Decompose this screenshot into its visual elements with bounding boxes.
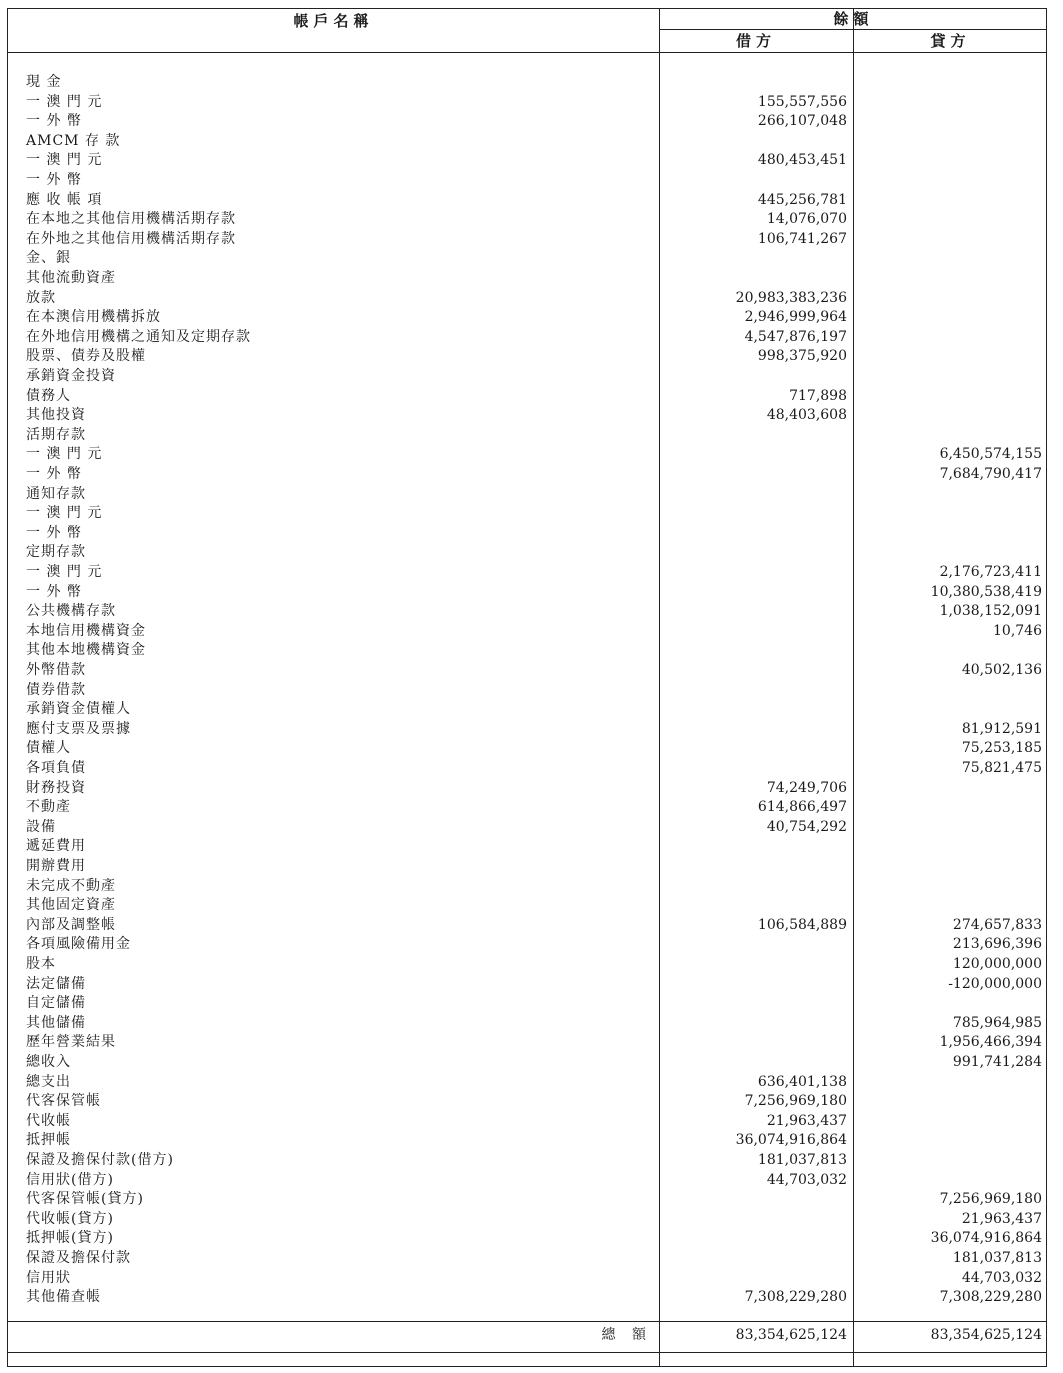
table-row: [8, 1210, 1046, 1230]
table-row: [8, 504, 1046, 524]
debit-value: 614,866,497: [757, 799, 847, 816]
account-name: 設備: [26, 818, 56, 835]
table-row: [8, 720, 1046, 740]
account-name: 其他儲備: [26, 1014, 86, 1031]
credit-value: 991,741,284: [952, 1054, 1042, 1070]
account-name: 各項負債: [26, 760, 86, 776]
account-name: 股本: [26, 956, 56, 972]
table-row: [8, 269, 1046, 289]
account-name: 未完成不動產: [26, 877, 116, 894]
table-row: [8, 230, 1046, 250]
account-name: 在外地信用機構之通知及定期存款: [26, 328, 251, 345]
table-row: [8, 1288, 1046, 1308]
account-name: 應 收 帳 項: [26, 191, 103, 208]
table-row: [8, 426, 1046, 446]
debit-value: 36,074,916,864: [735, 1132, 847, 1149]
account-name: 其他投資: [26, 407, 86, 424]
table-row: [8, 1014, 1046, 1034]
debit-value: 106,741,267: [757, 230, 847, 247]
account-name: 外幣借款: [26, 662, 86, 678]
debit-value: 106,584,889: [757, 916, 847, 933]
table-row: [8, 1269, 1046, 1289]
account-name: 一 外 幣: [26, 113, 82, 130]
credit-value: 75,253,185: [961, 740, 1042, 757]
table-row: [8, 661, 1046, 681]
credit-value: 40,502,136: [961, 662, 1042, 678]
table-row: [8, 877, 1046, 897]
credit-value: 213,696,396: [952, 936, 1042, 953]
table-row: [8, 563, 1046, 583]
account-name: 一 澳 門 元: [26, 564, 103, 580]
account-name: 在外地之其他信用機構活期存款: [26, 230, 236, 247]
credit-value: 120,000,000: [952, 956, 1042, 972]
account-name: 財務投資: [26, 779, 86, 796]
account-name: 抵押帳: [26, 1132, 71, 1149]
debit-value: 155,557,556: [757, 93, 847, 110]
table-row: [8, 622, 1046, 642]
table-row: [8, 151, 1046, 171]
account-name: 一 外 幣: [26, 172, 82, 188]
table-row: [8, 524, 1046, 544]
table-row: [8, 1229, 1046, 1249]
table-row: [8, 857, 1046, 877]
debit-value: 7,256,969,180: [744, 1093, 847, 1110]
account-name: 一 澳 門 元: [26, 152, 103, 169]
table-row: [8, 289, 1046, 309]
debit-value: 717,898: [789, 387, 847, 404]
debit-value: 998,375,920: [757, 348, 847, 365]
account-name: 自定儲備: [26, 995, 86, 1012]
table-row: [8, 1033, 1046, 1053]
debit-value: 480,453,451: [757, 152, 847, 169]
account-name: 其他固定資產: [26, 897, 116, 914]
table-row: [8, 759, 1046, 779]
table-row: [8, 93, 1046, 113]
account-name: 代收帳(貸方): [26, 1210, 114, 1227]
credit-value: 1,038,152,091: [939, 603, 1042, 620]
account-name: 信用狀(借方): [26, 1171, 114, 1188]
table-row: [8, 994, 1046, 1014]
debit-value: 74,249,706: [766, 779, 847, 796]
credit-value: 10,746: [993, 622, 1042, 639]
account-name: 開辦費用: [26, 858, 86, 874]
total-debit: 83,354,625,124: [735, 1327, 847, 1343]
table-row: [8, 465, 1046, 485]
total-credit: 83,354,625,124: [930, 1327, 1042, 1343]
account-name: 一 澳 門 元: [26, 505, 103, 522]
credit-value: 7,308,229,280: [939, 1289, 1042, 1306]
account-name: 放款: [26, 289, 56, 306]
account-name: 內部及調整帳: [26, 916, 116, 933]
credit-value: 10,380,538,419: [930, 583, 1042, 600]
table-row: [8, 779, 1046, 799]
account-name: 活期存款: [26, 426, 86, 443]
account-name: 其他備查帳: [26, 1289, 101, 1306]
table-row: [8, 1131, 1046, 1151]
table-row: [8, 210, 1046, 230]
credit-value: 785,964,985: [952, 1014, 1042, 1031]
table-row: [8, 171, 1046, 191]
table-row: [8, 445, 1046, 465]
table-row: [8, 73, 1046, 93]
debit-value: 20,983,383,236: [735, 289, 847, 306]
credit-value: 44,703,032: [961, 1269, 1042, 1286]
table-row: [8, 1053, 1046, 1073]
table-row: [8, 935, 1046, 955]
credit-value: 181,037,813: [952, 1250, 1042, 1266]
table-row: [8, 739, 1046, 759]
table-row: [8, 406, 1046, 426]
table-row: [8, 896, 1046, 916]
account-name: 保證及擔保付款: [26, 1250, 131, 1266]
total-label: 總 額: [601, 1327, 652, 1343]
account-name: 一 澳 門 元: [26, 93, 103, 110]
account-name: 代客保管帳(貸方): [26, 1191, 144, 1208]
table-row: [8, 1190, 1046, 1210]
account-name: 一 外 幣: [26, 583, 82, 600]
table-row: [8, 112, 1046, 132]
account-name: 抵押帳(貸方): [26, 1230, 114, 1247]
account-name: 股票、債券及股權: [26, 348, 146, 365]
account-name: 在本地之其他信用機構活期存款: [26, 211, 236, 228]
table-row: [8, 1151, 1046, 1171]
table-row: [8, 191, 1046, 211]
debit-value: 21,963,437: [766, 1112, 847, 1129]
account-name: 承銷資金投資: [26, 368, 116, 384]
debit-value: 266,107,048: [757, 113, 847, 130]
debit-value: 445,256,781: [757, 191, 847, 208]
total-top-rule: [8, 1321, 1046, 1322]
header-balance-rule: [659, 29, 1046, 30]
table-row: [8, 916, 1046, 936]
credit-value: -120,000,000: [948, 975, 1042, 992]
table-row: [8, 132, 1046, 152]
account-name: 承銷資金債權人: [26, 701, 131, 718]
debit-value: 2,946,999,964: [744, 309, 847, 326]
credit-value: 6,450,574,155: [939, 446, 1042, 463]
debit-value: 7,308,229,280: [744, 1289, 847, 1306]
table-row: [8, 955, 1046, 975]
header-balance: 餘額: [833, 10, 874, 28]
account-name: 債權人: [26, 740, 71, 757]
total-row: [8, 1326, 1046, 1346]
account-name: 總收入: [26, 1054, 71, 1070]
account-name: 應付支票及票據: [26, 720, 131, 737]
account-name: 一 外 幣: [26, 466, 82, 482]
table-row: [8, 798, 1046, 818]
credit-value: 274,657,833: [952, 916, 1042, 933]
account-name: 一 外 幣: [26, 524, 82, 541]
table-row: [8, 1112, 1046, 1132]
table-row: [8, 328, 1046, 348]
header-credit: 貸方: [930, 32, 971, 50]
account-name: 其他本地機構資金: [26, 642, 146, 659]
account-name: 在本澳信用機構拆放: [26, 309, 161, 326]
debit-value: 40,754,292: [766, 818, 847, 835]
table-row: [8, 543, 1046, 563]
table-row: [8, 641, 1046, 661]
account-name: 遞延費用: [26, 838, 86, 855]
credit-value: 1,956,466,394: [939, 1034, 1042, 1051]
credit-value: 81,912,591: [961, 720, 1042, 737]
credit-value: 7,256,969,180: [939, 1191, 1042, 1208]
account-name: 金、銀: [26, 250, 71, 267]
debit-value: 48,403,608: [766, 407, 847, 424]
account-name: 代客保管帳: [26, 1093, 101, 1110]
debit-value: 181,037,813: [757, 1152, 847, 1168]
account-name: 法定儲備: [26, 975, 86, 992]
debit-value: 4,547,876,197: [744, 328, 847, 345]
account-name: 定期存款: [26, 544, 86, 561]
table-row: [8, 583, 1046, 603]
trial-balance-sheet: [7, 8, 1047, 1367]
account-name: 代收帳: [26, 1112, 71, 1129]
debit-value: 636,401,138: [757, 1073, 847, 1090]
account-name: AMCM 存 款: [26, 132, 121, 149]
table-row: [8, 367, 1046, 387]
table-row: [8, 681, 1046, 701]
table-row: [8, 249, 1046, 269]
account-name: 信用狀: [26, 1269, 71, 1286]
account-name: 債務人: [26, 387, 71, 404]
header-bottom-rule: [8, 52, 1046, 53]
account-name: 各項風險備用金: [26, 936, 131, 953]
table-row: [8, 1092, 1046, 1112]
account-name: 債券借款: [26, 681, 86, 698]
debit-value: 14,076,070: [766, 211, 847, 228]
account-name: 一 澳 門 元: [26, 446, 103, 463]
debit-value: 44,703,032: [766, 1171, 847, 1188]
header-debit: 借方: [735, 32, 776, 50]
account-name: 通知存款: [26, 485, 86, 502]
table-row: [8, 308, 1046, 328]
table-row: [8, 485, 1046, 505]
table-row: [8, 818, 1046, 838]
table-row: [8, 347, 1046, 367]
table-row: [8, 837, 1046, 857]
credit-value: 75,821,475: [961, 760, 1042, 776]
table-row: [8, 975, 1046, 995]
table-row: [8, 1073, 1046, 1093]
credit-value: 36,074,916,864: [930, 1230, 1042, 1247]
table-row: [8, 1171, 1046, 1191]
account-name: 歷年營業結果: [26, 1034, 116, 1051]
account-name: 保證及擔保付款(借方): [26, 1152, 174, 1168]
credit-value: 21,963,437: [961, 1210, 1042, 1227]
table-row: [8, 700, 1046, 720]
credit-value: 2,176,723,411: [939, 564, 1042, 580]
table-row: [8, 602, 1046, 622]
header-account-name: 帳戶名稱: [293, 12, 374, 30]
table-row: [8, 1249, 1046, 1269]
table-row: [8, 387, 1046, 407]
account-name: 現 金: [26, 74, 62, 90]
account-name: 公共機構存款: [26, 603, 116, 620]
credit-value: 7,684,790,417: [939, 466, 1042, 482]
account-name: 其他流動資產: [26, 270, 116, 286]
account-name: 本地信用機構資金: [26, 622, 146, 639]
account-name: 總支出: [26, 1073, 71, 1090]
account-name: 不動產: [26, 799, 71, 816]
total-bottom-rule: [8, 1352, 1046, 1353]
